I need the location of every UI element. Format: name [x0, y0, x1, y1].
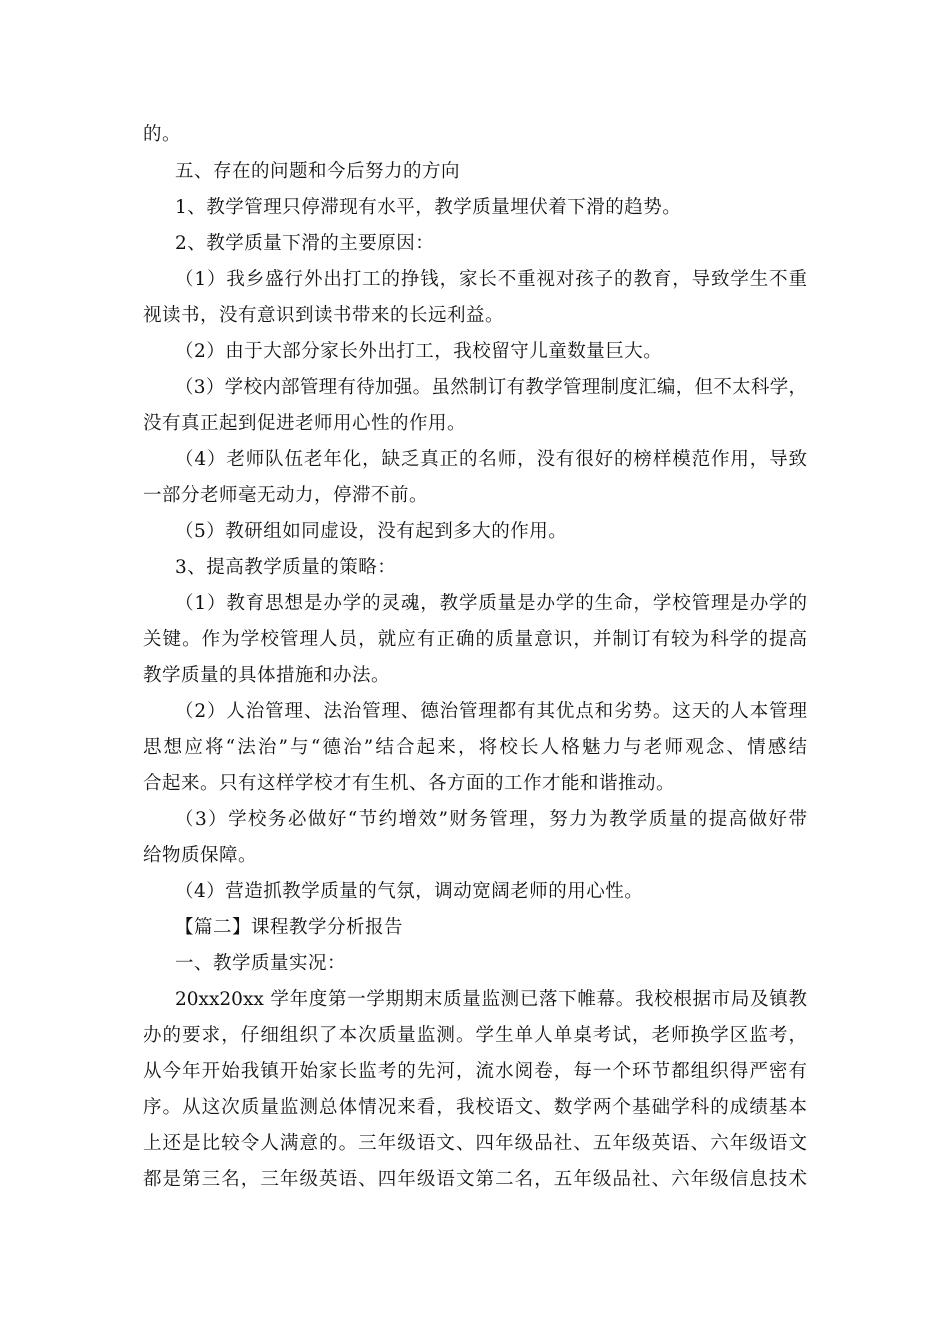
text-line: 序。从这次质量监测总体情况来看，我校语文、数学两个基础学科的成绩基本 — [143, 1097, 807, 1118]
text-line: 一部分老师毫无动力，停滞不前。 — [143, 485, 429, 506]
text-line: （3）学校内部管理有待加强。虽然制订有教学管理制度汇编，但不太科学， — [175, 377, 807, 398]
text-line: 给物质保障。 — [143, 845, 258, 866]
text-line: 都是第三名，三年级英语、四年级语文第二名，五年级品社、六年级信息技术 — [143, 1169, 807, 1190]
text-line: （1）教育思想是办学的灵魂，教学质量是办学的生命，学校管理是办学的 — [175, 593, 807, 614]
text-line: 从今年开始我镇开始家长监考的先河，流水阅卷，每一个环节都组织得严密有 — [143, 1061, 807, 1082]
text-line: 教学质量的具体措施和办法。 — [143, 665, 391, 686]
text-line: （5）教研组如同虚设，没有起到多大的作用。 — [175, 521, 568, 542]
text-line: 3、提高教学质量的策略： — [175, 557, 397, 578]
text-line: 20xx20xx 学年度第一学期期末质量监测已落下帷幕。我校根据市局及镇教 — [175, 989, 807, 1010]
text-line: 办的要求，仔细组织了本次质量监测。学生单人单桌考试，老师换学区监考， — [143, 1025, 807, 1046]
text-line: 上还是比较令人满意的。三年级语文、四年级品社、五年级英语、六年级语文 — [143, 1133, 807, 1154]
text-line: 1、教学管理只停滞现有水平，教学质量埋伏着下滑的趋势。 — [175, 197, 682, 218]
text-line: （4）老师队伍老年化，缺乏真正的名师，没有很好的榜样模范作用，导致 — [175, 449, 807, 470]
section-heading: 【篇二】课程教学分析报告 — [175, 917, 404, 938]
text-line: 合起来。只有这样学校才有生机、各方面的工作才能和谐推动。 — [143, 773, 676, 794]
text-line: （4）营造抓教学质量的气氛，调动宽阔老师的用心性。 — [175, 881, 644, 902]
section-heading: 五、存在的问题和今后努力的方向 — [175, 161, 461, 182]
text-line: 的。 — [143, 124, 182, 145]
text-line: 关键。作为学校管理人员，就应有正确的质量意识，并制订有较为科学的提高 — [143, 629, 807, 650]
section-heading: 一、教学质量实况： — [175, 953, 347, 974]
text-line: 视读书，没有意识到读书带来的长远利益。 — [143, 305, 505, 326]
text-line: 没有真正起到促进老师用心性的作用。 — [143, 413, 467, 434]
text-line: （1）我乡盛行外出打工的挣钱，家长不重视对孩子的教育，导致学生不重 — [175, 269, 807, 290]
text-line: 思想应将“法治”与“德治”结合起来，将校长人格魅力与老师观念、情感结 — [143, 737, 807, 758]
text-line: （2）人治管理、法治管理、德治管理都有其优点和劣势。这天的人本管理 — [175, 701, 807, 722]
text-line: （2）由于大部分家长外出打工，我校留守儿童数量巨大。 — [175, 341, 663, 362]
text-line: 2、教学质量下滑的主要原因： — [175, 233, 435, 254]
text-line: （3）学校务必做好“节约增效”财务管理，努力为教学质量的提高做好带 — [175, 809, 807, 830]
